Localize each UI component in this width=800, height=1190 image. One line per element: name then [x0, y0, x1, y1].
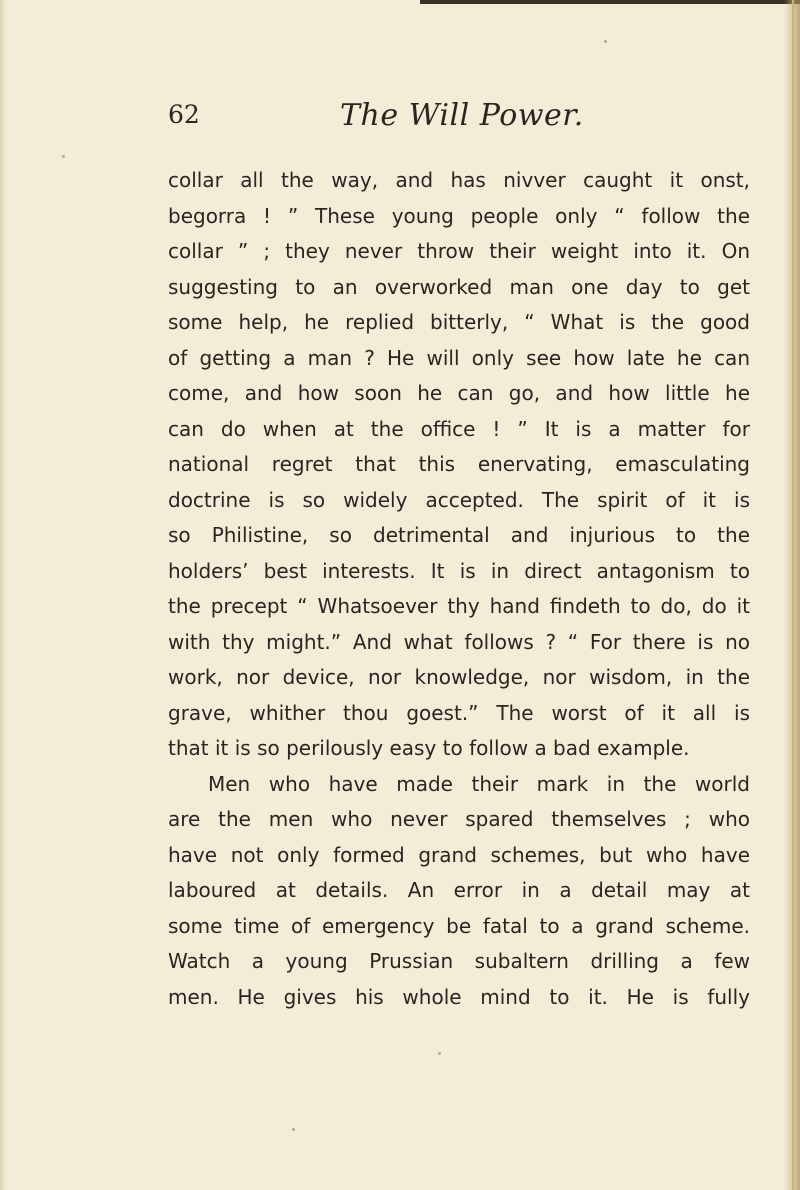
page-top-edge: [420, 0, 800, 4]
text-line: laboured at details. An error in a detail may at: [168, 878, 750, 902]
text-line: are the men who never spared themselves ; who: [168, 807, 750, 831]
text-line: some time of emergency be fatal to a grand scheme.: [168, 913, 750, 938]
text-line: the precept “ Whatsoever thy hand findeth to do, do it: [168, 594, 750, 618]
text-line: men. He gives his whole mind to it. He is fully: [168, 984, 750, 1009]
page-left-shadow: [0, 0, 6, 1190]
paper-speck: [62, 155, 65, 158]
text-line: collar ” ; they never throw their weight into it. On: [168, 239, 750, 263]
page-header: [168, 100, 748, 150]
text-line: some help, he replied bitterly, “ What is the good: [168, 310, 750, 334]
text-line: so Philistine, so detrimental and injurious to the: [168, 523, 750, 547]
paper-speck: [292, 1128, 295, 1131]
text-line: Watch a young Prussian subaltern drilling a few: [168, 949, 750, 973]
page-right-edge: [792, 0, 794, 1190]
text-line: with thy might.” And what follows ? “ For there is no: [168, 629, 750, 654]
text-line: can do when at the office ! ” It is a matter for: [168, 416, 750, 441]
text-line: work, nor device, nor knowledge, nor wisdom, in the: [168, 665, 750, 689]
running-title: The Will Power.: [340, 98, 584, 133]
text-line: holders’ best interests. It is in direct antagonism to: [168, 558, 750, 583]
text-line: have not only formed grand schemes, but who have: [168, 842, 750, 867]
paper-speck: [438, 1052, 441, 1055]
paper-speck: [604, 40, 607, 43]
text-line: doctrine is so widely accepted. The spirit of it is: [168, 487, 750, 512]
text-line: come, and how soon he can go, and how little he: [168, 381, 750, 405]
text-line: collar all the way, and has nivver caught it onst,: [168, 168, 750, 192]
body-text: [168, 163, 750, 1015]
text-line: grave, whither thou goest.” The worst of it all is: [168, 700, 750, 725]
text-line: Men who have made their mark in the world: [208, 771, 750, 796]
text-line: begorra ! ” These young people only “ follow the: [168, 203, 750, 228]
text-line: that it is so perilously easy to follow a bad example.: [168, 736, 690, 760]
page-number: 62: [168, 100, 200, 129]
text-line: of getting a man ? He will only see how late he can: [168, 345, 750, 370]
text-line: national regret that this enervating, emasculating: [168, 452, 750, 476]
text-line: suggesting to an overworked man one day to get: [168, 274, 750, 299]
